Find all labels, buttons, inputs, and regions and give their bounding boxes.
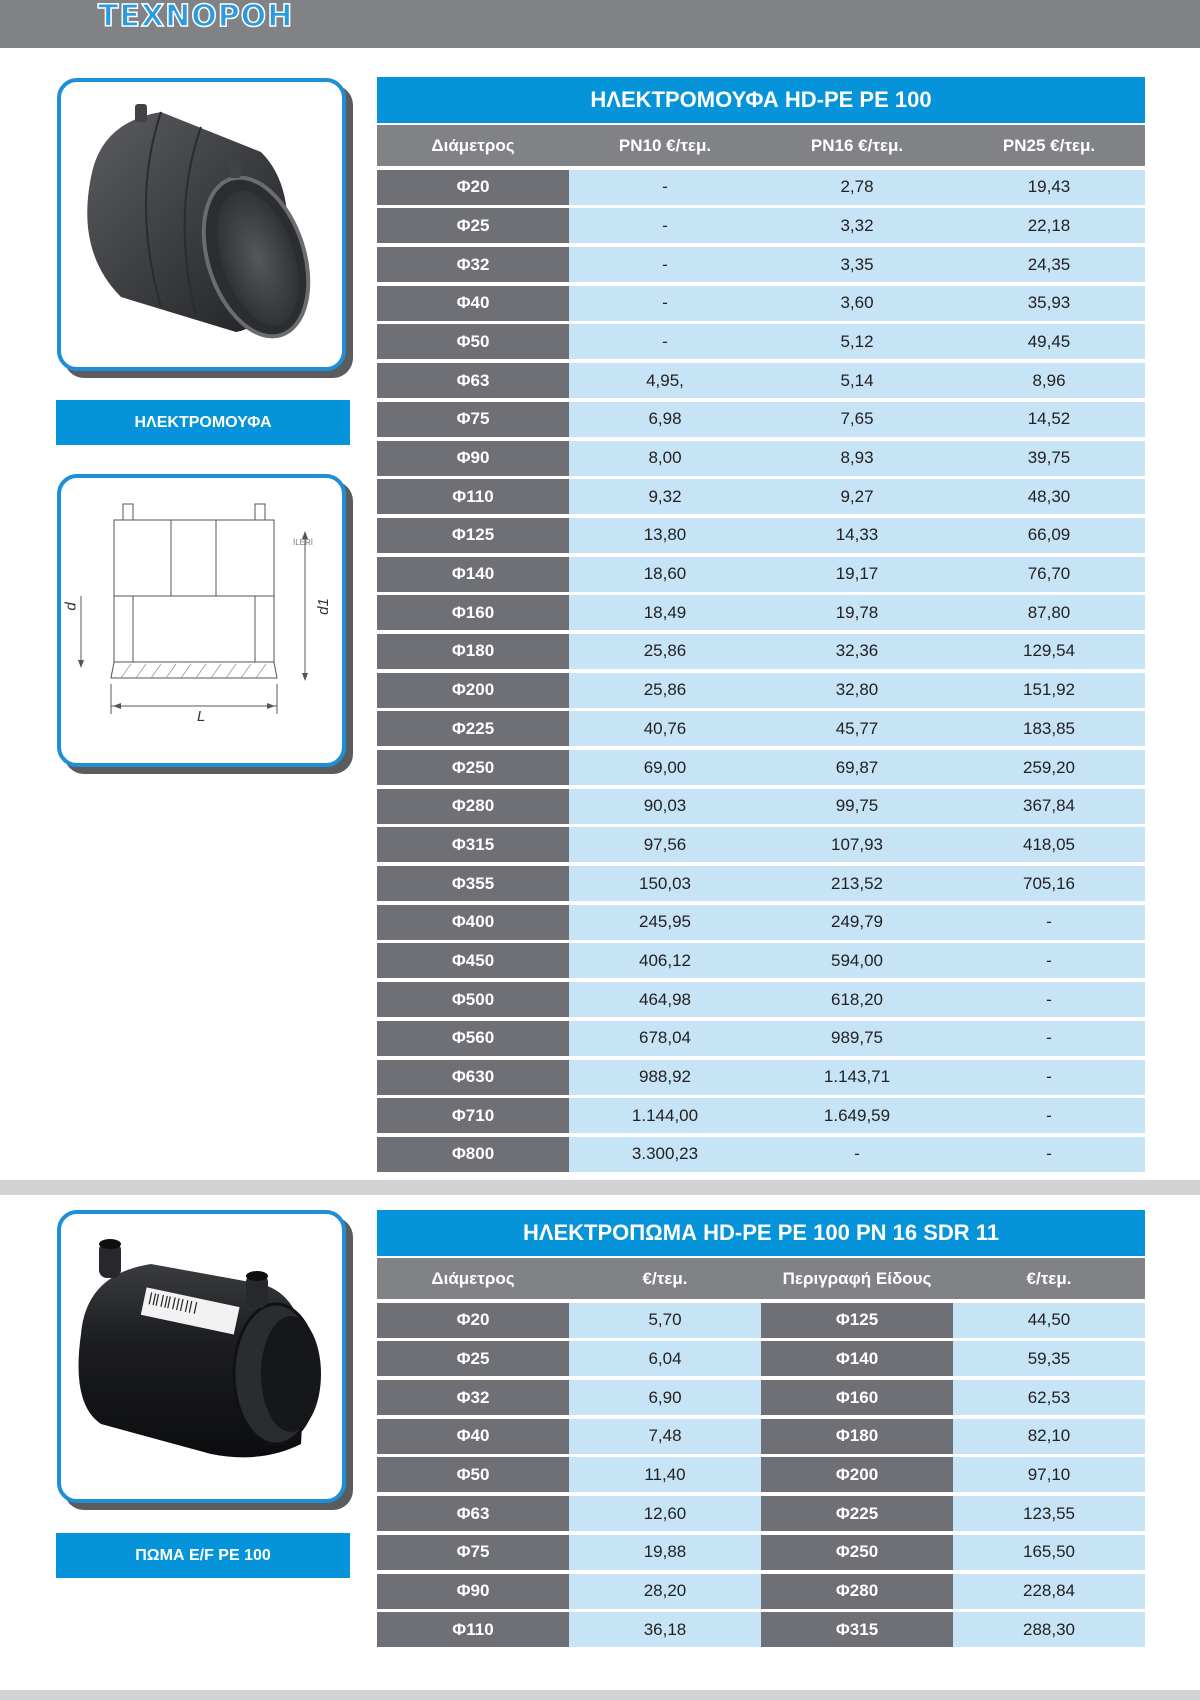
diameter-cell: Φ630	[377, 1060, 569, 1095]
column-header-diameter: Διάμετρος	[431, 1268, 515, 1288]
price-cell: 97,10	[953, 1457, 1145, 1492]
table-row	[377, 557, 1145, 592]
column-header-diameter: Διάμετρος	[431, 135, 515, 155]
price-cell: 7,48	[569, 1419, 761, 1454]
diameter-cell: Φ32	[377, 1380, 569, 1415]
diameter-cell: Φ710	[377, 1098, 569, 1133]
price-cell: 406,12	[569, 943, 761, 978]
column-header-price-2: €/τεμ.	[1026, 1268, 1072, 1288]
diameter-cell: Φ280	[377, 789, 569, 824]
price-cell: 59,35	[953, 1341, 1145, 1376]
table-row	[377, 634, 1145, 669]
price-cell: 24,35	[953, 247, 1145, 282]
table-row	[377, 1341, 1145, 1376]
price-cell: 18,60	[569, 557, 761, 592]
price-cell: -	[569, 170, 761, 205]
price-cell: -	[953, 943, 1145, 978]
price-cell: 19,17	[761, 557, 953, 592]
price-cell: -	[953, 1137, 1145, 1172]
diameter-cell: Φ63	[377, 363, 569, 398]
diameter-cell: Φ250	[377, 750, 569, 785]
price-cell: 13,80	[569, 518, 761, 553]
table-row	[377, 827, 1145, 862]
diameter-cell: Φ75	[377, 402, 569, 437]
diameter-cell: Φ280	[761, 1574, 953, 1609]
table-body	[377, 1303, 1145, 1648]
table-title: ΗΛΕΚΤΡΟΜΟΥΦΑ HD-PE PE 100	[377, 77, 1145, 123]
price-cell: 367,84	[953, 789, 1145, 824]
table-row	[377, 1574, 1145, 1609]
price-cell: 36,18	[569, 1612, 761, 1647]
price-cell: 678,04	[569, 1021, 761, 1056]
diameter-cell: Φ90	[377, 441, 569, 476]
diameter-cell: Φ140	[761, 1341, 953, 1376]
price-cell: 9,32	[569, 479, 761, 514]
price-cell: 18,49	[569, 595, 761, 630]
price-cell: 66,09	[953, 518, 1145, 553]
end-cap-image	[61, 1214, 342, 1499]
price-cell: 4,95,	[569, 363, 761, 398]
table-header-row	[377, 1258, 1145, 1299]
column-header-item-description: Περιγραφή Είδους	[782, 1268, 932, 1288]
price-cell: 8,93	[761, 441, 953, 476]
price-cell: 1.143,71	[761, 1060, 953, 1095]
table-row	[377, 673, 1145, 708]
table-row	[377, 479, 1145, 514]
price-cell: 6,04	[569, 1341, 761, 1376]
price-cell: 3.300,23	[569, 1137, 761, 1172]
price-cell: 213,52	[761, 866, 953, 901]
price-cell: 19,88	[569, 1535, 761, 1570]
diameter-cell: Φ20	[377, 170, 569, 205]
price-cell: 25,86	[569, 673, 761, 708]
price-cell: 151,92	[953, 673, 1145, 708]
diameter-cell: Φ32	[377, 247, 569, 282]
column-header-pn16: PN16 €/τεμ.	[810, 135, 904, 155]
table-row	[377, 905, 1145, 940]
table-row	[377, 789, 1145, 824]
table-row	[377, 1303, 1145, 1338]
table-row	[377, 402, 1145, 437]
price-cell: -	[569, 286, 761, 321]
price-cell: 40,76	[569, 711, 761, 746]
price-cell: 1.144,00	[569, 1098, 761, 1133]
price-cell: -	[569, 324, 761, 359]
table-row	[377, 286, 1145, 321]
table-row	[377, 750, 1145, 785]
price-cell: 1.649,59	[761, 1098, 953, 1133]
price-cell: 69,00	[569, 750, 761, 785]
end-cap-price-table	[377, 1210, 1145, 1647]
price-cell: 705,16	[953, 866, 1145, 901]
price-cell: 35,93	[953, 286, 1145, 321]
diameter-cell: Φ200	[761, 1457, 953, 1492]
diameter-cell: Φ180	[377, 634, 569, 669]
diameter-cell: Φ125	[761, 1303, 953, 1338]
product-label-electrofusion-coupler: ΗΛΕΚΤΡΟΜΟΥΦΑ	[56, 400, 350, 445]
table-row	[377, 1612, 1145, 1647]
price-cell: 11,40	[569, 1457, 761, 1492]
table-row	[377, 1380, 1145, 1415]
product-label-end-cap: ΠΩΜΑ E/F PE 100	[56, 1533, 350, 1578]
product-photo-electrofusion-coupler	[57, 78, 346, 371]
diameter-cell: Φ800	[377, 1137, 569, 1172]
diameter-cell: Φ225	[377, 711, 569, 746]
diameter-cell: Φ110	[377, 1612, 569, 1647]
price-cell: 14,33	[761, 518, 953, 553]
price-cell: 165,50	[953, 1535, 1145, 1570]
diameter-cell: Φ225	[761, 1496, 953, 1531]
price-cell: 594,00	[761, 943, 953, 978]
price-cell: 3,60	[761, 286, 953, 321]
diameter-cell: Φ50	[377, 1457, 569, 1492]
table-body	[377, 170, 1145, 1172]
price-cell: 5,70	[569, 1303, 761, 1338]
price-cell: 62,53	[953, 1380, 1145, 1415]
table-row	[377, 324, 1145, 359]
price-cell: 32,80	[761, 673, 953, 708]
price-cell: 150,03	[569, 866, 761, 901]
table-row	[377, 982, 1145, 1017]
price-cell: 228,84	[953, 1574, 1145, 1609]
price-cell: -	[953, 982, 1145, 1017]
price-cell: 25,86	[569, 634, 761, 669]
diameter-cell: Φ40	[377, 286, 569, 321]
price-cell: -	[953, 1021, 1145, 1056]
price-cell: -	[953, 1098, 1145, 1133]
price-cell: 19,78	[761, 595, 953, 630]
price-cell: -	[569, 208, 761, 243]
price-cell: 45,77	[761, 711, 953, 746]
diameter-cell: Φ250	[761, 1535, 953, 1570]
diameter-cell: Φ315	[761, 1612, 953, 1647]
price-cell: 99,75	[761, 789, 953, 824]
table-row	[377, 170, 1145, 205]
price-cell: 90,03	[569, 789, 761, 824]
electrofusion-coupler-price-table	[377, 77, 1145, 1172]
diameter-cell: Φ90	[377, 1574, 569, 1609]
table-row	[377, 595, 1145, 630]
table-row	[377, 518, 1145, 553]
price-cell: 32,36	[761, 634, 953, 669]
table-header-row	[377, 125, 1145, 166]
price-cell: 44,50	[953, 1303, 1145, 1338]
table-row	[377, 1060, 1145, 1095]
price-cell: 9,27	[761, 479, 953, 514]
price-cell: 97,56	[569, 827, 761, 862]
price-cell: 245,95	[569, 905, 761, 940]
electrofusion-coupler-image	[61, 82, 342, 367]
product-photo-end-cap	[57, 1210, 346, 1503]
diameter-cell: Φ50	[377, 324, 569, 359]
diameter-cell: Φ355	[377, 866, 569, 901]
price-cell: 618,20	[761, 982, 953, 1017]
diameter-cell: Φ40	[377, 1419, 569, 1454]
dimension-label-d1: d1	[314, 598, 332, 615]
price-cell: 989,75	[761, 1021, 953, 1056]
diameter-cell: Φ200	[377, 673, 569, 708]
dimension-label-d: d	[62, 602, 80, 611]
table-row	[377, 208, 1145, 243]
diameter-cell: Φ450	[377, 943, 569, 978]
price-cell: 12,60	[569, 1496, 761, 1531]
bottom-divider	[0, 1690, 1200, 1700]
price-cell: 288,30	[953, 1612, 1145, 1647]
price-cell: 14,52	[953, 402, 1145, 437]
diameter-cell: Φ25	[377, 208, 569, 243]
table-row	[377, 1419, 1145, 1454]
technical-drawing-frame	[57, 474, 346, 767]
table-row	[377, 441, 1145, 476]
dimension-label-l: L	[197, 708, 206, 725]
price-cell: -	[953, 905, 1145, 940]
price-cell: 129,54	[953, 634, 1145, 669]
column-header-pn10: PN10 €/τεμ.	[618, 135, 712, 155]
price-cell: 49,45	[953, 324, 1145, 359]
price-cell: 82,10	[953, 1419, 1145, 1454]
diameter-cell: Φ25	[377, 1341, 569, 1376]
table-row	[377, 866, 1145, 901]
price-cell: 6,90	[569, 1380, 761, 1415]
table-row	[377, 943, 1145, 978]
price-cell: 19,43	[953, 170, 1145, 205]
column-header-pn25: PN25 €/τεμ.	[1002, 135, 1096, 155]
table-title: ΗΛΕΚΤΡΟΠΩΜΑ HD-PE PE 100 PN 16 SDR 11	[377, 1210, 1145, 1256]
section-divider	[0, 1180, 1200, 1195]
price-cell: 259,20	[953, 750, 1145, 785]
price-cell: 8,00	[569, 441, 761, 476]
price-cell: 464,98	[569, 982, 761, 1017]
column-header-price: €/τεμ.	[642, 1268, 688, 1288]
price-cell: 6,98	[569, 402, 761, 437]
price-cell: 7,65	[761, 402, 953, 437]
price-cell: 183,85	[953, 711, 1145, 746]
price-cell: 8,96	[953, 363, 1145, 398]
drawing-mark-ileri: İLERİ	[293, 538, 314, 547]
diameter-cell: Φ315	[377, 827, 569, 862]
price-cell: 39,75	[953, 441, 1145, 476]
price-cell: 69,87	[761, 750, 953, 785]
price-cell: 3,32	[761, 208, 953, 243]
brand-logo: ΤΕΧΝΟΡΟΗ	[98, 0, 294, 34]
diameter-cell: Φ180	[761, 1419, 953, 1454]
diameter-cell: Φ140	[377, 557, 569, 592]
table-row	[377, 1098, 1145, 1133]
price-cell: 2,78	[761, 170, 953, 205]
price-cell: 76,70	[953, 557, 1145, 592]
price-cell: 5,12	[761, 324, 953, 359]
price-cell: 988,92	[569, 1060, 761, 1095]
price-cell: 3,35	[761, 247, 953, 282]
price-cell: 22,18	[953, 208, 1145, 243]
diameter-cell: Φ110	[377, 479, 569, 514]
table-row	[377, 247, 1145, 282]
diameter-cell: Φ160	[377, 595, 569, 630]
diameter-cell: Φ75	[377, 1535, 569, 1570]
table-row	[377, 1496, 1145, 1531]
diameter-cell: Φ560	[377, 1021, 569, 1056]
header-bar	[0, 0, 1200, 48]
diameter-cell: Φ160	[761, 1380, 953, 1415]
table-row	[377, 363, 1145, 398]
price-cell: 123,55	[953, 1496, 1145, 1531]
price-cell: -	[761, 1137, 953, 1172]
price-cell: 87,80	[953, 595, 1145, 630]
diameter-cell: Φ125	[377, 518, 569, 553]
price-cell: 418,05	[953, 827, 1145, 862]
diameter-cell: Φ20	[377, 1303, 569, 1338]
price-cell: -	[953, 1060, 1145, 1095]
table-row	[377, 711, 1145, 746]
diameter-cell: Φ400	[377, 905, 569, 940]
table-row	[377, 1457, 1145, 1492]
table-row	[377, 1021, 1145, 1056]
table-row	[377, 1137, 1145, 1172]
table-row	[377, 1535, 1145, 1570]
diameter-cell: Φ500	[377, 982, 569, 1017]
price-cell: 28,20	[569, 1574, 761, 1609]
price-cell: 249,79	[761, 905, 953, 940]
price-cell: 107,93	[761, 827, 953, 862]
price-cell: 5,14	[761, 363, 953, 398]
diameter-cell: Φ63	[377, 1496, 569, 1531]
price-cell: -	[569, 247, 761, 282]
price-cell: 48,30	[953, 479, 1145, 514]
